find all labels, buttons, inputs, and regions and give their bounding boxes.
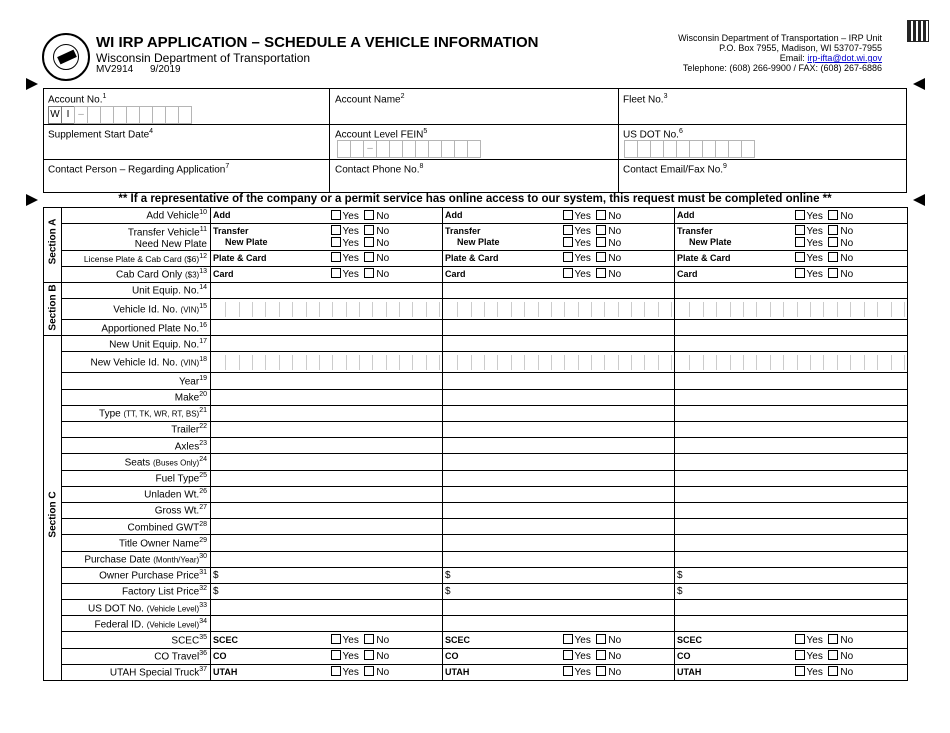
value-input[interactable]: [443, 422, 675, 438]
row-label-unit_equip: Unit Equip. No.$^{14}$: [62, 282, 211, 298]
vehicle-info-table: [43, 207, 908, 681]
value-input[interactable]: [675, 405, 908, 421]
value-input[interactable]: [443, 336, 675, 352]
value-input[interactable]: [211, 470, 443, 486]
value-input[interactable]: [675, 519, 908, 535]
table-row: [44, 320, 908, 336]
checkbox[interactable]: [364, 666, 374, 676]
value-input[interactable]: [443, 502, 675, 518]
section-b-label: Section B: [47, 284, 59, 331]
table-row: [44, 422, 908, 438]
checkbox[interactable]: [828, 210, 838, 220]
value-input[interactable]: [675, 320, 908, 336]
row-label-make: Make$^{20}$: [62, 389, 211, 405]
vehicle-code-cell: SCEC: [443, 632, 559, 648]
checkbox[interactable]: [828, 237, 838, 247]
row-label-combined_gwt: Combined GWT$^{28}$: [62, 519, 211, 535]
table-row: [44, 224, 908, 250]
value-input[interactable]: [211, 320, 443, 336]
yes-no-cell[interactable]: Yes No Yes No: [327, 224, 443, 250]
row-label-seats: Seats (Buses Only)$^{24}$: [62, 454, 211, 470]
yes-no-cell[interactable]: Yes No Yes No: [559, 224, 675, 250]
vehicle-code-cell: Plate & Card: [675, 250, 791, 266]
table-row: [44, 583, 908, 599]
checkbox[interactable]: [828, 650, 838, 660]
yes-no-cell[interactable]: Yes No: [327, 632, 443, 648]
value-input[interactable]: [443, 519, 675, 535]
table-row: [44, 282, 908, 298]
vehicle-code-cell: Plate & Card: [443, 250, 559, 266]
row-label-trailer: Trailer$^{22}$: [62, 422, 211, 438]
arrow-left-icon: [913, 78, 925, 90]
yes-no-cell[interactable]: Yes No: [791, 648, 908, 664]
table-row: [44, 567, 908, 583]
yes-no-cell[interactable]: Yes No: [791, 266, 908, 282]
fein-input[interactable]: –: [337, 140, 480, 158]
arrow-right-icon: [26, 78, 38, 90]
value-input[interactable]: [211, 438, 443, 454]
value-input[interactable]: [443, 373, 675, 389]
value-input[interactable]: [211, 422, 443, 438]
value-input[interactable]: [675, 616, 908, 632]
agency-contact-block: [678, 33, 882, 73]
value-input[interactable]: [211, 551, 443, 567]
checkbox[interactable]: [828, 666, 838, 676]
checkbox[interactable]: [331, 237, 341, 247]
yes-no-cell[interactable]: Yes No: [559, 632, 675, 648]
checkbox[interactable]: [364, 268, 374, 278]
table-row: [44, 632, 908, 648]
section-c-label: Section C: [47, 491, 59, 538]
row-label-apportioned_plate: Apportioned Plate No.$^{16}$: [62, 320, 211, 336]
row-label-federal_id: Federal ID. (Vehicle Level)$^{34}$: [62, 616, 211, 632]
value-input[interactable]: [211, 373, 443, 389]
value-input[interactable]: [675, 551, 908, 567]
contact-phone-label: Contact Phone No.$^8$: [335, 163, 424, 176]
value-input[interactable]: [443, 438, 675, 454]
price-input[interactable]: $: [443, 567, 675, 583]
row-label-license_plate: License Plate & Cab Card ($6)$^{12}$: [62, 250, 211, 266]
table-row: [44, 648, 908, 664]
vehicle-code-cell: Add: [211, 208, 327, 224]
checkbox[interactable]: [364, 210, 374, 220]
vehicle-code-cell: Transfer New Plate: [675, 224, 791, 250]
table-row: [44, 405, 908, 421]
value-input[interactable]: [443, 600, 675, 616]
checkbox[interactable]: [364, 650, 374, 660]
checkbox[interactable]: [331, 210, 341, 220]
vehicle-code-cell: UTAH: [443, 664, 559, 680]
wisdot-seal-logo: [42, 33, 90, 81]
value-input[interactable]: [443, 320, 675, 336]
agency-unit: Wisconsin Department of Transportation – IRP Unit: [678, 33, 882, 43]
value-input[interactable]: [443, 470, 675, 486]
section-c-label-cell: [44, 336, 62, 681]
checkbox[interactable]: [331, 252, 341, 262]
checkbox[interactable]: [331, 268, 341, 278]
price-input[interactable]: $: [211, 567, 443, 583]
row-label-factory_price: Factory List Price$^{32}$: [62, 583, 211, 599]
value-input[interactable]: [675, 454, 908, 470]
form-number: MV2914: [96, 64, 134, 75]
section-a-label: Section A: [47, 218, 59, 265]
checkbox[interactable]: [795, 268, 805, 278]
row-label-gross_wt: Gross Wt.$^{27}$: [62, 502, 211, 518]
table-row: [44, 250, 908, 266]
yes-no-cell[interactable]: Yes No: [327, 250, 443, 266]
table-row: [44, 664, 908, 680]
row-label-vehicle_id: Vehicle Id. No. (VIN)$^{15}$: [62, 299, 211, 320]
vehicle-code-cell: CO: [443, 648, 559, 664]
price-input[interactable]: $: [675, 583, 908, 599]
yes-no-cell[interactable]: Yes No: [327, 208, 443, 224]
fleet-no-label: Fleet No.$^3$: [623, 93, 668, 106]
table-row: [44, 454, 908, 470]
value-input[interactable]: [443, 551, 675, 567]
yes-no-cell[interactable]: Yes No: [559, 664, 675, 680]
qr-code-icon: [907, 20, 929, 42]
checkbox[interactable]: [795, 650, 805, 660]
value-input[interactable]: [675, 535, 908, 551]
table-row: [44, 266, 908, 282]
account-name-label: Account Name$^2$: [335, 93, 405, 106]
form-date: 9/2019: [150, 64, 181, 75]
table-row: [44, 600, 908, 616]
value-input[interactable]: [211, 389, 443, 405]
vehicle-code-cell: Card: [211, 266, 327, 282]
checkbox[interactable]: [596, 650, 606, 660]
table-row: [44, 519, 908, 535]
value-input[interactable]: [211, 282, 443, 298]
section-b-label-cell: [44, 282, 62, 335]
row-label-new_vehicle_id: New Vehicle Id. No. (VIN)$^{18}$: [62, 352, 211, 373]
usdot-label: US DOT No.$^6$: [623, 128, 683, 141]
yes-no-cell[interactable]: Yes No: [327, 648, 443, 664]
table-row: [44, 502, 908, 518]
value-input[interactable]: [443, 616, 675, 632]
yes-no-cell[interactable]: Yes No: [559, 208, 675, 224]
yes-no-cell[interactable]: Yes No: [791, 632, 908, 648]
checkbox[interactable]: [364, 252, 374, 262]
vehicle-code-cell: SCEC: [675, 632, 791, 648]
row-label-axles: Axles$^{23}$: [62, 438, 211, 454]
yes-no-cell[interactable]: Yes No: [559, 648, 675, 664]
yes-no-cell[interactable]: Yes No: [791, 208, 908, 224]
vin-input[interactable]: [211, 352, 443, 373]
value-input[interactable]: [211, 616, 443, 632]
checkbox[interactable]: [795, 634, 805, 644]
value-input[interactable]: [211, 519, 443, 535]
checkbox[interactable]: [828, 268, 838, 278]
value-input[interactable]: [675, 389, 908, 405]
table-row: [44, 551, 908, 567]
value-input[interactable]: [675, 502, 908, 518]
table-row: [44, 208, 908, 224]
price-input[interactable]: $: [211, 583, 443, 599]
vehicle-code-cell: UTAH: [211, 664, 327, 680]
value-input[interactable]: [443, 535, 675, 551]
checkbox[interactable]: [795, 210, 805, 220]
contact-person-label: Contact Person – Regarding Application$^7$: [48, 163, 230, 176]
table-row: [44, 389, 908, 405]
value-input[interactable]: [443, 389, 675, 405]
checkbox[interactable]: [828, 225, 838, 235]
checkbox[interactable]: [596, 237, 606, 247]
checkbox[interactable]: [795, 252, 805, 262]
row-label-purchase_date: Purchase Date (Month/Year)$^{30}$: [62, 551, 211, 567]
online-notice: ** If a representative of the company or a permit service has online access to our system, this request must be completed online **: [118, 193, 832, 205]
agency-phone: Telephone: (608) 266-9900 / FAX: (608) 267-6886: [682, 63, 882, 73]
agency-address: P.O. Box 7955, Madison, WI 53707-7955: [719, 43, 882, 53]
section-a-label-cell: [44, 208, 62, 283]
value-input[interactable]: [443, 486, 675, 502]
vin-input[interactable]: [443, 299, 675, 320]
checkbox[interactable]: [364, 634, 374, 644]
vehicle-code-cell: Add: [675, 208, 791, 224]
vin-input[interactable]: [675, 299, 908, 320]
yes-no-cell[interactable]: Yes No: [559, 266, 675, 282]
value-input[interactable]: [211, 486, 443, 502]
checkbox[interactable]: [563, 268, 573, 278]
supplement-start-label: Supplement Start Date$^4$: [48, 128, 154, 141]
yes-no-cell[interactable]: Yes No: [791, 664, 908, 680]
checkbox[interactable]: [596, 268, 606, 278]
value-input[interactable]: [443, 454, 675, 470]
value-input[interactable]: [675, 470, 908, 486]
value-input[interactable]: [443, 405, 675, 421]
checkbox[interactable]: [795, 666, 805, 676]
usdot-input[interactable]: [624, 140, 754, 158]
checkbox[interactable]: [364, 225, 374, 235]
account-name-input[interactable]: [330, 104, 617, 123]
price-input[interactable]: $: [443, 583, 675, 599]
checkbox[interactable]: [795, 225, 805, 235]
form-title: WI IRP APPLICATION – SCHEDULE A VEHICLE INFORMATION: [96, 34, 539, 51]
supplement-start-input[interactable]: [44, 140, 328, 158]
value-input[interactable]: [211, 336, 443, 352]
checkbox[interactable]: [563, 210, 573, 220]
table-row: [44, 616, 908, 632]
checkbox[interactable]: [331, 634, 341, 644]
table-row: [44, 535, 908, 551]
email-label: Email:: [779, 53, 805, 63]
vehicle-code-cell: Add: [443, 208, 559, 224]
checkbox[interactable]: [596, 210, 606, 220]
agency-name: Wisconsin Department of Transportation: [96, 51, 311, 65]
value-input[interactable]: [675, 486, 908, 502]
contact-phone-input[interactable]: [330, 175, 617, 192]
checkbox[interactable]: [563, 252, 573, 262]
table-row: [44, 438, 908, 454]
checkbox[interactable]: [563, 634, 573, 644]
vehicle-code-cell: Card: [675, 266, 791, 282]
checkbox[interactable]: [563, 650, 573, 660]
value-input[interactable]: [211, 454, 443, 470]
checkbox[interactable]: [563, 237, 573, 247]
vehicle-code-cell: SCEC: [211, 632, 327, 648]
vehicle-code-cell: UTAH: [675, 664, 791, 680]
table-row: [44, 352, 908, 373]
row-label-title_owner: Title Owner Name$^{29}$: [62, 535, 211, 551]
value-input[interactable]: [675, 336, 908, 352]
contact-email-label: Contact Email/Fax No.$^9$: [623, 163, 727, 176]
table-row: [44, 470, 908, 486]
table-row: [44, 299, 908, 320]
value-input[interactable]: [675, 422, 908, 438]
table-row: [44, 486, 908, 502]
account-no-label: Account No.$^1$: [48, 93, 107, 106]
yes-no-cell[interactable]: Yes No: [559, 250, 675, 266]
row-label-usdot_vehicle: US DOT No. (Vehicle Level)$^{33}$: [62, 600, 211, 616]
yes-no-cell[interactable]: Yes No: [327, 664, 443, 680]
checkbox[interactable]: [563, 666, 573, 676]
vin-input[interactable]: [443, 352, 675, 373]
value-input[interactable]: [675, 373, 908, 389]
checkbox[interactable]: [596, 252, 606, 262]
row-label-owner_price: Owner Purchase Price$^{31}$: [62, 567, 211, 583]
fein-label: Account Level FEIN$^5$: [335, 128, 428, 141]
checkbox[interactable]: [795, 237, 805, 247]
yes-no-cell[interactable]: Yes No: [791, 250, 908, 266]
row-label-co_travel: CO Travel$^{36}$: [62, 648, 211, 664]
checkbox[interactable]: [828, 634, 838, 644]
vehicle-code-cell: CO: [211, 648, 327, 664]
table-row: [44, 336, 908, 352]
account-no-input[interactable]: W I –: [48, 106, 191, 124]
value-input[interactable]: [675, 600, 908, 616]
vehicle-code-cell: Plate & Card: [211, 250, 327, 266]
value-input[interactable]: [675, 438, 908, 454]
checkbox[interactable]: [596, 634, 606, 644]
row-label-utah: UTAH Special Truck$^{37}$: [62, 664, 211, 680]
checkbox[interactable]: [331, 225, 341, 235]
row-label-unladen_wt: Unladen Wt.$^{26}$: [62, 486, 211, 502]
value-input[interactable]: [211, 535, 443, 551]
contact-person-input[interactable]: [44, 175, 328, 192]
row-label-fuel_type: Fuel Type$^{25}$: [62, 470, 211, 486]
row-label-transfer_vehicle: Transfer Vehicle$^{11}$ Need New Plate: [62, 224, 211, 250]
arrow-right-icon: [26, 194, 38, 206]
value-input[interactable]: [211, 502, 443, 518]
vehicle-code-cell: Transfer New Plate: [211, 224, 327, 250]
checkbox[interactable]: [563, 225, 573, 235]
fleet-no-input[interactable]: [619, 104, 906, 123]
checkbox[interactable]: [364, 237, 374, 247]
vehicle-code-cell: CO: [675, 648, 791, 664]
email-link[interactable]: irp-ifta@dot.wi.gov: [807, 53, 882, 63]
vehicle-code-cell: Transfer New Plate: [443, 224, 559, 250]
row-label-cab_card: Cab Card Only ($3)$^{13}$: [62, 266, 211, 282]
price-input[interactable]: $: [675, 567, 908, 583]
vin-input[interactable]: [211, 299, 443, 320]
row-label-add_vehicle: Add Vehicle$^{10}$: [62, 208, 211, 224]
checkbox[interactable]: [331, 666, 341, 676]
row-label-type: Type (TT, TK, WR, RT, BS)$^{21}$: [62, 405, 211, 421]
checkbox[interactable]: [828, 252, 838, 262]
row-label-scec: SCEC$^{35}$: [62, 632, 211, 648]
checkbox[interactable]: [596, 666, 606, 676]
vehicle-code-cell: Card: [443, 266, 559, 282]
value-input[interactable]: [211, 405, 443, 421]
checkbox[interactable]: [596, 225, 606, 235]
yes-no-cell[interactable]: Yes No Yes No: [791, 224, 908, 250]
value-input[interactable]: [211, 600, 443, 616]
arrow-left-icon: [913, 194, 925, 206]
yes-no-cell[interactable]: Yes No: [327, 266, 443, 282]
row-label-new_unit_equip: New Unit Equip. No.$^{17}$: [62, 336, 211, 352]
row-label-year: Year$^{19}$: [62, 373, 211, 389]
value-input[interactable]: [443, 282, 675, 298]
value-input[interactable]: [675, 282, 908, 298]
contact-email-input[interactable]: [619, 175, 906, 192]
vin-input[interactable]: [675, 352, 908, 373]
checkbox[interactable]: [331, 650, 341, 660]
table-row: [44, 373, 908, 389]
